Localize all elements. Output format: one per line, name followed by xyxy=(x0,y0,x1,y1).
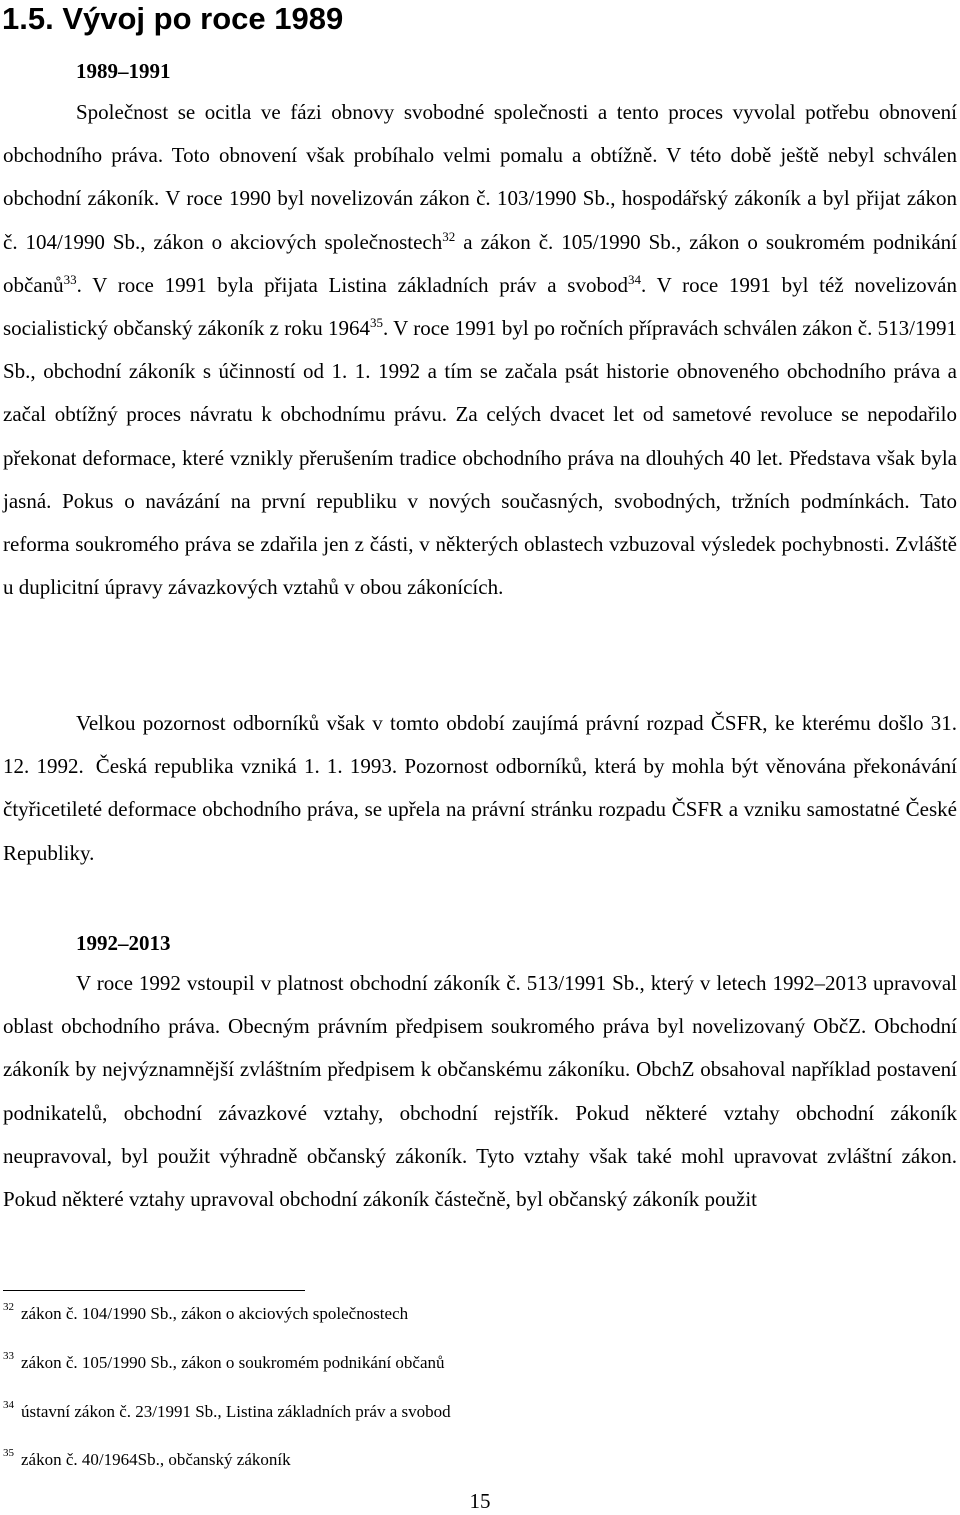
footnote-text: ústavní zákon č. 23/1991 Sb., Listina základních práv a svobod xyxy=(21,1402,451,1421)
paragraph-1989-1991 xyxy=(3,91,957,609)
paragraph-1992-2013 xyxy=(3,962,957,1221)
period-heading-1989-1991: 1989–1991 xyxy=(76,59,171,83)
paragraph-text: Velkou pozornost odborníků však v tomto období zaujímá právní rozpad ČSFR, ke kterému došlo 31. 12. 1992. xyxy=(3,711,957,779)
paragraph-text: Česká republika vzniká 1. 1. 1993. Pozornost odborníků, která by mohla být věnována překonávání čtyřicetileté deformace obchodního práva, se upřela na právní stránku rozpadu ČSFR a vzniku samostatné České Republiky. xyxy=(3,754,957,865)
footnote-text: zákon č. 104/1990 Sb., zákon o akciových společnostech xyxy=(21,1304,409,1323)
footnote-ref-32: 32 xyxy=(442,228,456,244)
page-number: 15 xyxy=(469,1489,491,1513)
period-heading-1992-2013: 1992–2013 xyxy=(76,931,171,955)
footnote-32: $^{32}$ zákon č. 104/1990 Sb., zákon o akciových společnostech xyxy=(3,1301,409,1323)
footnote-separator xyxy=(3,1290,305,1291)
paragraph-text: . V roce 1991 byl též novelizován socialistický občanský zákoník z roku 1964 xyxy=(3,272,958,341)
footnote-35: $^{35}$ zákon č. 40/1964Sb., občanský zákoník xyxy=(3,1447,291,1469)
footnote-ref-33: 33 xyxy=(63,271,77,287)
paragraph-text: a zákon č. 105/1990 Sb., zákon o soukromém podnikání občanů xyxy=(3,229,957,297)
paragraph-text: V roce 1992 vstoupil v platnost obchodní zákoník č. 513/1991 Sb., který v letech 1992–2013 upravoval oblast obchodního práva. Obecným právním předpisem soukromého práva byl novelizovaný ObčZ. Obchodní zákoník by nejvýznamnější zvláštním předpisem k občanskému zákoníku. ObchZ obsahoval například postavení podnikatelů, obchodní závazkové vztahy, obchodní rejstřík. Pokud některé vztahy obchodní zákoník neupravoval, byl použit výhradně občanský zákoník. Tyto vztahy však také mohl upravovat zvláštní zákon. Pokud některé vztahy upravoval obchodní zákoník částečně, byl občanský zákoník použit xyxy=(3,971,957,1212)
footnote-33: $^{33}$ zákon č. 105/1990 Sb., zákon o soukromém podnikání občanů xyxy=(3,1350,445,1372)
footnote-ref-35: 35 xyxy=(370,315,383,331)
paragraph-text: . V roce 1991 byla přijata Listina základních práv a svobod xyxy=(76,272,628,297)
footnote-text: zákon č. 40/1964Sb., občanský zákoník xyxy=(21,1450,291,1469)
footnote-ref-34: 34 xyxy=(627,271,641,287)
paragraph-csfr-split xyxy=(3,702,957,875)
footnote-text: zákon č. 105/1990 Sb., zákon o soukromém podnikání občanů xyxy=(21,1353,445,1372)
footnote-34: $^{34}$ ústavní zákon č. 23/1991 Sb., Listina základních práv a svobod xyxy=(3,1399,451,1421)
paragraph-text: Společnost se ocitla ve fázi obnovy svobodné společnosti a tento proces vyvolal potřebu obnovení obchodního práva. Toto obnovení však probíhalo velmi pomalu a obtížně. V této době ještě nebyl schválen obchodní zákoník. V roce 1990 byl novelizován zákon č. 103/1990 Sb., hospodářský zákoník a byl přijat zákon č. 104/1990 Sb., zákon o akciových společnostech xyxy=(3,100,957,254)
paragraph-text: . V roce 1991 byl po ročních přípravách schválen zákon č. 513/1991 Sb., obchodní zákoník s účinností od 1. 1. 1992 a tím se začala psát historie obnoveného obchodního práva a začal obtížný proces návratu k obchodnímu právu. Za celých dvacet let od sametové revoluce se nepodařilo překonat deformace, které vznikly přerušením tradice obchodního práva na dlouhých 40 let. Představa však byla jasná. Pokus o navázání na první republiku v nových současných, svobodných, tržních podmínkách. Tato reforma soukromého práva se zdařila jen z části, v některých oblastech vzbuzoval výsledek pochybnosti. Zvláště u duplicitní úpravy závazkových vztahů v obou zákonících. xyxy=(3,316,957,600)
section-heading: 1.5. Vývoj po roce 1989 xyxy=(2,1,344,36)
